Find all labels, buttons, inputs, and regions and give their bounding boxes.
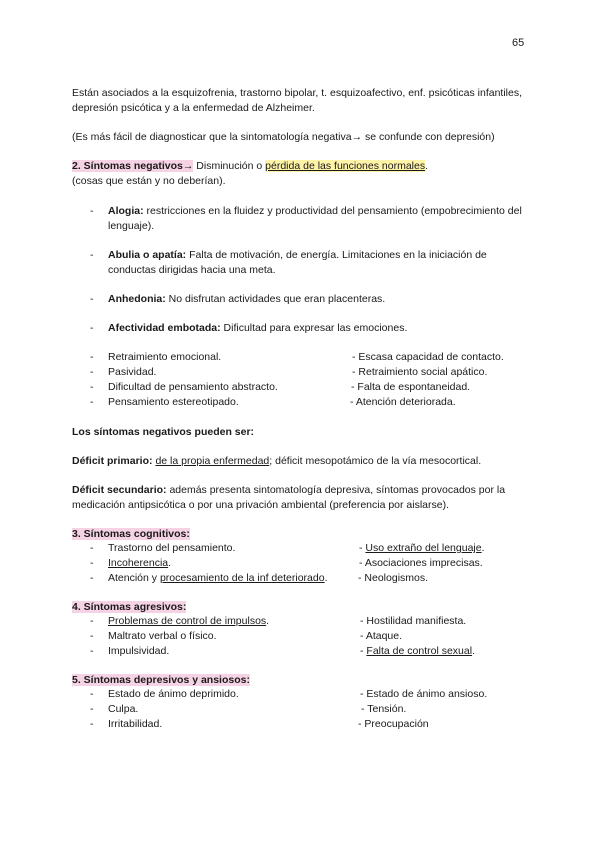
bullet-dash: - [90,542,94,554]
text-underlined: Uso extraño del lenguaje [365,542,482,554]
page-number: 65 [512,37,525,49]
bullet-dash: - [90,615,94,627]
bullet-dash: - [90,703,94,715]
item-text: Falta de motivación, de energía. Limitaciones en la iniciación de conductas dirigidas hacia una meta. [108,249,487,276]
cog-left-item [108,571,327,586]
cog-right-item [359,556,483,571]
text-pre: - Hostilidad manifiesta. [360,615,467,627]
text-pre: - Ataque. [360,630,403,642]
text-pre: - [360,645,367,657]
item-text: No disfrutan actividades que eran placenteras. [165,293,386,305]
agr-right-item [360,629,402,644]
item-term: Abulia o apatía: [108,249,187,261]
pueden-ser-heading [72,425,532,440]
depresivos-heading-line [72,673,532,688]
text-post: . [481,542,485,554]
cog-left-item [108,556,171,571]
bullet-dash: - [90,688,94,700]
neg-right-item: - Retraimiento social apático. [352,366,488,378]
bullet-dash: - [90,205,94,217]
item-afectividad [108,321,528,336]
agresivos-heading: 4. Síntomas agresivos: [72,601,187,613]
neg-left-item: Retraimiento emocional. [108,351,222,363]
negativos-desc-suffix: . [425,160,429,172]
agr-left-item [108,644,169,659]
bullet-dash: - [90,322,94,334]
negativos-desc-prefix: Disminución o [193,160,266,172]
text-underlined: procesamiento de la inf deteriorado [159,572,325,584]
text-pre: Culpa. [108,703,139,715]
item-term: Afectividad embotada: [108,322,221,334]
neg-left-item: Pasividad. [108,366,157,378]
text-post: . [168,557,172,569]
text-pre: Estado de ánimo deprimido. [108,688,239,700]
item-text: Dificultad para expresar las emociones. [220,322,408,334]
neg-right-item: - Atención deteriorada. [350,396,456,408]
neg-right-item: - Escasa capacidad de contacto. [352,351,504,363]
pueden-ser-heading-text: Los síntomas negativos pueden ser: [72,426,255,438]
bullet-dash: - [90,293,94,305]
text-pre: Maltrato verbal o físico. [108,630,217,642]
primario-rest: ; déficit mesopotámico de la vía mesocortical. [269,455,482,467]
agr-left-item [108,629,217,644]
text-pre: - Asociaciones imprecisas. [359,557,483,569]
item-text: restricciones en la fluidez y productividad del pensamiento (empobrecimiento del lenguaje). [108,205,522,232]
cognitivos-heading-line [72,527,532,542]
neg-right-item: - Falta de espontaneidad. [351,381,471,393]
neg-left-item: Dificultad de pensamiento abstracto. [108,381,278,393]
agr-left-item [108,614,269,629]
neg-left-item: Pensamiento estereotipado. [108,396,239,408]
deficit-primario [72,454,542,469]
bullet-dash: - [90,572,94,584]
bullet-dash: - [90,396,94,408]
text-pre: Trastorno del pensamiento. [108,542,236,554]
bullet-dash: - [90,630,94,642]
text-pre: - Tensión. [361,703,407,715]
depresivos-heading: 5. Síntomas depresivos y ansiosos: [72,674,250,686]
negativos-desc-highlight: pérdida de las funciones normales [265,160,426,172]
agresivos-heading-line [72,600,532,615]
bullet-dash: - [90,366,94,378]
text-post: . [266,615,270,627]
text-post: . [472,645,475,657]
text-pre: - Estado de ánimo ansioso. [360,688,488,700]
negativos-subnote: (cosas que están y no deberían). [72,175,226,187]
dep-left-item [108,702,138,717]
dep-left-item [108,687,239,702]
text-underlined: Incoherencia [108,557,169,569]
item-alogia [108,204,528,234]
bullet-dash: - [90,381,94,393]
item-anhedonia [108,292,528,307]
text-pre: Irritabilidad. [108,718,163,730]
cog-right-item [358,571,428,586]
bullet-dash: - [90,645,94,657]
primario-label: Déficit primario: [72,455,153,467]
text-post: . [324,572,328,584]
negativos-heading: 2. Síntomas negativos→ [72,160,194,172]
item-abulia [108,248,528,278]
item-term: Alogia: [108,205,144,217]
text-pre: Impulsividad. [108,645,170,657]
dep-right-item [361,702,406,717]
bullet-dash: - [90,557,94,569]
bullet-dash: - [90,718,94,730]
agr-right-item [360,644,475,659]
intro-paragraph: Están asociados a la esquizofrenia, trastorno bipolar, t. esquizoafectivo, enf. psicóticas infantiles, depresión psicótica y a la enfermedad de Alzheimer. [72,87,523,114]
dep-left-item [108,717,162,732]
text-pre: - [359,542,366,554]
agr-right-item [360,614,466,629]
text-pre: Atención y [108,572,160,584]
cog-right-item [359,541,485,556]
text-underlined: Falta de control sexual [366,645,473,657]
text-pre: - Neologismos. [358,572,429,584]
secundario-text: además presenta sintomatología depresiva, síntomas provocados por la medicación antipsicótica o por una privación ambiental (preferencia por aislarse). [72,484,506,511]
secundario-label: Déficit secundario: [72,484,167,496]
negativos-heading-line [72,159,552,174]
cog-left-item [108,541,235,556]
bullet-dash: - [90,351,94,363]
text-underlined: Problemas de control de impulsos [108,615,267,627]
bullet-dash: - [90,249,94,261]
dep-right-item [358,717,429,732]
dep-right-item [360,687,487,702]
primario-link: de la propia enfermedad [155,455,270,467]
cognitivos-heading: 3. Síntomas cognitivos: [72,528,190,540]
item-term: Anhedonia: [108,293,166,305]
deficit-secundario [72,483,534,513]
intro-note: (Es más fácil de diagnosticar que la sintomatología negativa→ se confunde con depresión) [72,131,495,143]
text-pre: - Preocupación [358,718,429,730]
